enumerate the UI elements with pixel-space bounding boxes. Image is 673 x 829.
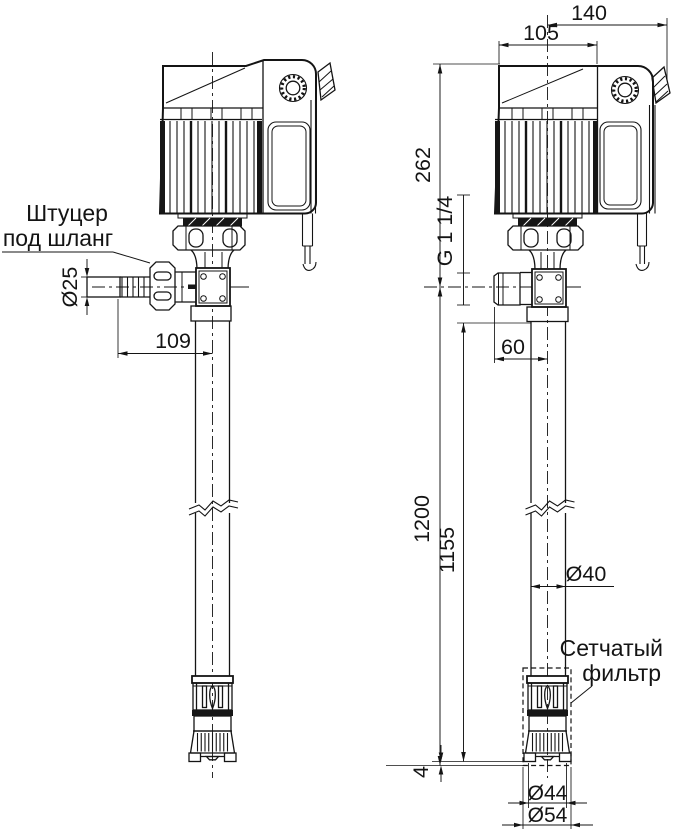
dim-label-54: Ø54	[527, 804, 568, 827]
hose-nut	[150, 262, 175, 310]
dim-outlet-thread-g114	[433, 195, 470, 305]
hose-fitting-label-line1: Штуцер	[26, 200, 108, 226]
handle-cutout	[268, 122, 310, 210]
suction-tube-front	[526, 322, 575, 677]
strainer-slots	[198, 733, 228, 752]
callout-hose-fitting	[2, 200, 150, 263]
pipe-break-symbol	[189, 500, 238, 516]
hose-fitting-label-line2: под шланг	[2, 225, 114, 251]
dim-label-thread: G 1 1/4	[433, 195, 457, 267]
callout-mesh-filter	[560, 635, 663, 703]
outlet-tee-front	[494, 250, 578, 322]
strainer-slots-front	[533, 733, 563, 752]
motor-cooling-fins-front	[495, 121, 598, 213]
union-nut-front	[508, 214, 583, 251]
motor-cooling-fins	[160, 121, 262, 213]
dim-label-60: 60	[501, 335, 525, 359]
dim-label-25: Ø25	[58, 266, 82, 308]
dim-label-1200: 1200	[410, 495, 434, 543]
speed-control-knob-front	[612, 77, 639, 104]
pipe-break-symbol-front	[526, 500, 575, 516]
dim-label-105: 105	[523, 21, 559, 45]
dim-tube-length-1155	[435, 323, 531, 762]
speed-control-knob	[280, 75, 307, 102]
mesh-filter-label-line1: Сетчатый	[559, 635, 663, 661]
dim-label-4: 4	[409, 766, 433, 778]
suction-tube	[189, 321, 238, 676]
outlet-tee	[175, 250, 247, 321]
dim-label-262: 262	[411, 147, 435, 183]
dim-tube-od-40	[531, 562, 614, 589]
cable-gland-boot	[318, 63, 335, 100]
dimensions	[58, 1, 667, 829]
hose-barb-fitting	[87, 262, 175, 310]
dim-label-44: Ø44	[527, 782, 568, 805]
handle-cutout-front	[600, 122, 641, 209]
dim-outlet-offset-60	[495, 307, 548, 363]
dim-label-1155: 1155	[435, 526, 459, 574]
dim-label-40: Ø40	[565, 562, 607, 586]
dim-immersion-depth-1200	[410, 287, 442, 766]
pump-side-view	[87, 60, 335, 762]
dim-hose-od-25	[58, 259, 95, 315]
mesh-filter-label-line2: фильтр	[582, 660, 661, 686]
dim-label-140: 140	[571, 1, 607, 25]
dim-outlet-height-109	[118, 299, 213, 358]
union-nut	[173, 214, 247, 251]
outlet-threaded-port	[494, 273, 520, 305]
tube-collar	[191, 306, 231, 321]
dim-head-width-140	[548, 1, 668, 80]
dim-head-height-262	[411, 64, 500, 766]
centerlines	[92, 15, 582, 778]
dim-bottom-clearance-4	[386, 745, 524, 782]
dim-label-109: 109	[155, 329, 191, 353]
dim-motor-width-105	[499, 21, 597, 64]
